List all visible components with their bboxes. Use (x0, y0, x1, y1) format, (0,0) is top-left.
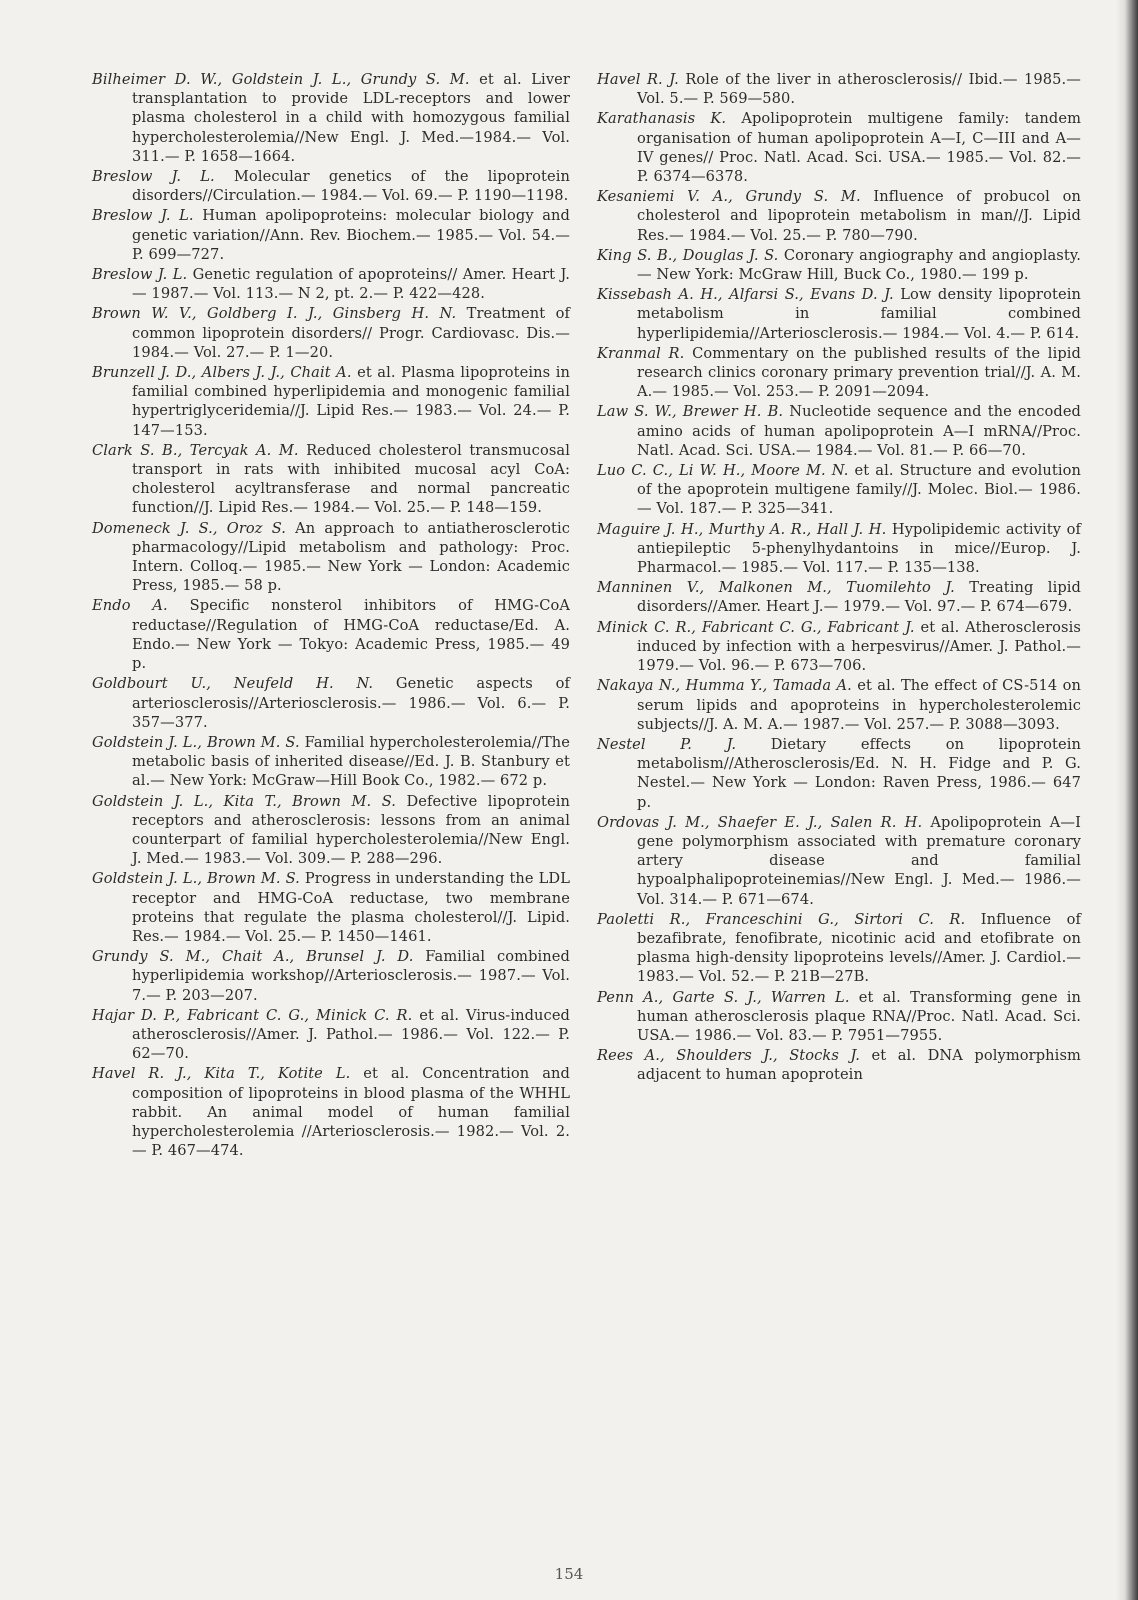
reference-citation: et al. Virus-induced atherosclerosis//Amer. J. Pathol.— 1986.— Vol. 122.— P. 62—70. (132, 1006, 570, 1063)
reference-authors: Havel R. J., Kita T., Kotite L. (92, 1065, 351, 1083)
reference-citation: Apolipoprotein multigene family: tandem organisation of human apolipoprotein A—I, C—III and A—IV genes// Proc. Natl. Acad. Sci. USA.— 1985.— Vol. 82.— P. 6374—6378. (637, 110, 1082, 186)
reference-entry (92, 519, 570, 596)
reference-authors: Goldbourt U., Neufeld H. N. (92, 675, 374, 693)
reference-authors: Kesaniemi V. A., Grundy S. M. (597, 188, 861, 206)
reference-authors: Bilheimer D. W., Goldstein J. L., Grundy S. M. (92, 71, 470, 88)
reference-entry (92, 1064, 570, 1160)
reference-authors: Endo A. (92, 597, 168, 615)
reference-entry (597, 618, 1081, 676)
reference-authors: Luo C. C., Li W. H., Moore M. N. (597, 462, 849, 480)
reference-authors: Penn A., Garte S. J., Warren L. (597, 988, 850, 1006)
reference-authors: Hajar D. P., Fabricant C. G., Minick C. R. (92, 1006, 413, 1024)
reference-authors: Breslow J. L. (92, 168, 215, 186)
reference-authors: Breslow J. L. (92, 207, 194, 225)
reference-entry (597, 735, 1081, 812)
reference-citation: An approach to antiatherosclerotic pharmacology//Lipid metabolism and pathology: Proc. Intern. Colloq.— 1985.— New York — London: Academic Press, 1985.— 58 p. (132, 519, 571, 595)
reference-citation: Influence of probucol on cholesterol and lipoprotein metabolism in man//J. Lipid Res.— 1984.— Vol. 25.— P. 780—790. (637, 188, 1081, 244)
reference-citation: et al. Transforming gene in human atherosclerosis plaque RNA//Proc. Natl. Acad. Sci. USA.— 1986.— Vol. 83.— P. 7951—7955. (637, 988, 1082, 1044)
reference-entry (92, 596, 570, 673)
reference-citation: Hypolipidemic activity of antiepileptic 5-phenylhydantoins in mice//Europ. J. Pharmacol.— 1985.— Vol. 117.— P. 135—138. (637, 520, 1082, 577)
reference-entry (597, 1046, 1081, 1084)
reference-authors: Maguire J. H., Murthy A. R., Hall J. H. (597, 520, 887, 538)
reference-authors: Goldstein J. L., Brown M. S. (92, 733, 300, 751)
reference-citation: et al. The effect of CS-514 on serum lipids and apoproteins in hypercholesterolemic subjects//J. A. M. A.— 1987.— Vol. 257.— P. 3088—3093. (637, 677, 1081, 733)
reference-authors: Nakaya N., Humma Y., Tamada A. (597, 677, 852, 695)
reference-citation: Apolipoprotein A—I gene polymorphism associated with premature coronary artery disease and familial hypoalphalipoproteinemias//New Engl. J. Med.— 1986.— Vol. 314.— P. 671—674. (637, 813, 1081, 908)
reference-entry (597, 676, 1081, 734)
reference-entry (597, 813, 1081, 909)
reference-authors: Kranmal R. (597, 344, 685, 362)
reference-entry (92, 674, 570, 732)
reference-citation: Human apolipoproteins: molecular biology and genetic variation//Ann. Rev. Biochem.— 1985.— Vol. 54.— P. 699—727. (132, 207, 570, 263)
reference-entry (92, 206, 570, 264)
reference-citation: Progress in understanding the LDL receptor and HMG-CoA reductase, two membrane proteins that regulate the plasma cholesterol//J. Lipid. Res.— 1984.— Vol. 25.— P. 1450—1461. (132, 870, 570, 945)
reference-citation: Specific nonsterol inhibitors of HMG-CoA reductase//Regulation of HMG-CoA reductase/Ed. A. Endo.— New York — Tokyo: Academic Press, 1985.— 49 p. (132, 597, 570, 673)
page-number: 154 (554, 1565, 584, 1583)
reference-column-left (92, 70, 570, 1161)
reference-citation: Treatment of common lipoprotein disorders// Progr. Cardiovasc. Dis.— 1984.— Vol. 27.— P. 1—20. (132, 305, 571, 361)
reference-citation: Dietary effects on lipoprotein metabolism//Atherosclerosis/Ed. N. H. Fidge and P. G. Nestel.— New York — London: Raven Press, 1986.— 647 p. (637, 735, 1081, 811)
reference-citation: Nucleotide sequence and the encoded amino acids of human apolipoprotein A—I mRNA//Proc. Natl. Acad. Sci. USA.— 1984.— Vol. 81.— P. 66—70. (637, 403, 1081, 459)
reference-entry (597, 187, 1081, 245)
reference-authors: Brown W. V., Goldberg I. J., Ginsberg H. N. (92, 305, 457, 323)
reference-citation: Genetic regulation of apoproteins// Amer. Heart J.— 1987.— Vol. 113.— N 2, pt. 2.— P. 422—428. (132, 266, 571, 303)
reference-citation: Familial hypercholesterolemia//The metabolic basis of inherited disease//Ed. J. B. Stanbury et al.— New York: McGraw—Hill Book Co., 1982.— 672 p. (132, 733, 571, 790)
reference-citation: Treating lipid disorders//Amer. Heart J.— 1979.— Vol. 97.— P. 674—679. (637, 579, 1081, 616)
reference-column-right (597, 70, 1081, 1086)
reference-authors: Goldstein J. L., Brown M. S. (92, 870, 300, 888)
reference-authors: Kissebash A. H., Alfarsi S., Evans D. J. (597, 286, 894, 304)
reference-entry (597, 988, 1081, 1046)
reference-citation: et al. Concentration and composition of lipoproteins in blood plasma of the WHHL rabbit. An animal model of human familial hypercholesterolemia //Arteriosclerosis.— 1982.— Vol. 2.— P. 467—474. (132, 1065, 570, 1160)
reference-entry (92, 363, 570, 440)
reference-citation: Commentary on the published results of the lipid research clinics coronary primary prevention trial//J. A. M. A.— 1985.— Vol. 253.— P. 2091—2094. (637, 344, 1081, 401)
reference-citation: Reduced cholesterol transmucosal transport in rats with inhibited mucosal acyl CoA: cholesterol acyltransferase and normal pancreatic function//J. Lipid Res.— 1984.— Vol. 25.— P. 148—159. (132, 441, 570, 517)
reference-citation: et al. DNA polymorphism adjacent to human apoprotein (637, 1047, 1081, 1084)
reference-citation: et al. Structure and evolution of the apoprotein multigene family//J. Molec. Biol.— 1986.— Vol. 187.— P. 325—341. (637, 462, 1081, 518)
reference-authors: Breslow J. L. (92, 266, 188, 284)
reference-citation: et al. Plasma lipoproteins in familial combined hyperlipidemia and monogenic familial hypertriglyceridemia//J. Lipid Res.— 1983.— Vol. 24.— P. 147—153. (132, 364, 571, 439)
reference-citation: Coronary angiography and angioplasty.— New York: McGraw Hill, Buck Co., 1980.— 199 p. (637, 246, 1081, 284)
reference-authors: Havel R. J. (597, 71, 679, 88)
reference-citation: Low density lipoprotein metabolism in familial combined hyperlipidemia//Arteriosclerosis.— 1984.— Vol. 4.— P. 614. (637, 286, 1081, 342)
reference-citation: Defective lipoprotein receptors and atherosclerosis: lessons from an animal counterpart of familial hypercholesterolemia//New Engl. J. Med.— 1983.— Vol. 309.— P. 288—296. (132, 792, 570, 868)
reference-entry (92, 869, 570, 946)
reference-authors: Goldstein J. L., Kita T., Brown M. S. (92, 792, 397, 810)
reference-authors: Clark S. B., Tercyak A. M. (92, 441, 299, 459)
reference-authors: Grundy S. M., Chait A., Brunsel J. D. (92, 948, 414, 966)
reference-citation: Genetic aspects of arteriosclerosis//Arteriosclerosis.— 1986.— Vol. 6.— P. 357—377. (132, 675, 570, 731)
reference-citation: Influence of bezafibrate, fenofibrate, nicotinic acid and etofibrate on plasma high-density lipoproteins levels//Amer. J. Cardiol.— 1983.— Vol. 52.— P. 21B—27B. (637, 910, 1081, 986)
reference-entry (92, 947, 570, 1005)
reference-authors: Paoletti R., Franceschini G., Sirtori C. R. (597, 910, 966, 928)
reference-entry (92, 265, 570, 303)
reference-entry (597, 246, 1081, 284)
reference-authors: Karathanasis K. (597, 110, 727, 128)
reference-entry (597, 578, 1081, 616)
reference-entry (92, 1006, 570, 1064)
reference-entry (597, 402, 1081, 460)
reference-authors: Minick C. R., Fabricant C. G., Fabricant J. (597, 618, 915, 636)
reference-entry (597, 461, 1081, 519)
reference-entry (92, 792, 570, 869)
page-edge-shadow (1116, 0, 1138, 1600)
reference-entry (597, 910, 1081, 987)
reference-entry (92, 733, 570, 791)
reference-authors: King S. B., Douglas J. S. (597, 246, 779, 264)
reference-citation: Molecular genetics of the lipoprotein disorders//Circulation.— 1984.— Vol. 69.— P. 1190—1198. (132, 168, 570, 205)
reference-entry (597, 109, 1081, 186)
reference-authors: Nestel P. J. (597, 735, 737, 753)
reference-entry (92, 441, 570, 518)
reference-entry (597, 520, 1081, 578)
reference-entry (92, 167, 570, 205)
reference-entry (597, 70, 1081, 108)
reference-entry (92, 70, 570, 166)
reference-authors: Brunzell J. D., Albers J. J., Chait A. (92, 364, 352, 382)
reference-citation: Familial combined hyperlipidemia workshop//Arteriosclerosis.— 1987.— Vol. 7.— P. 203—207. (132, 948, 570, 1004)
reference-authors: Ordovas J. M., Shaefer E. J., Salen R. H. (597, 813, 923, 831)
reference-authors: Law S. W., Brewer H. B. (597, 403, 784, 421)
reference-entry (597, 285, 1081, 343)
reference-entry (597, 344, 1081, 402)
reference-citation: et al. Liver transplantation to provide LDL-receptors and lower plasma cholesterol in a child with homozygous familial hypercholesterolemia//New Engl. J. Med.—1984.— Vol. 311.— P. 1658—1664. (132, 71, 570, 165)
reference-citation: Role of the liver in atherosclerosis// Ibid.— 1985.— Vol. 5.— P. 569—580. (637, 71, 1081, 108)
reference-authors: Manninen V., Malkonen M., Tuomilehto J. (597, 579, 955, 597)
reference-authors: Domeneck J. S., Oroz S. (92, 519, 287, 537)
reference-entry (92, 304, 570, 362)
reference-citation: et al. Atherosclerosis induced by infection with a herpesvirus//Amer. J. Pathol.— 1979.— Vol. 96.— P. 673—706. (637, 618, 1082, 675)
reference-authors: Rees A., Shoulders J., Stocks J. (597, 1047, 861, 1065)
